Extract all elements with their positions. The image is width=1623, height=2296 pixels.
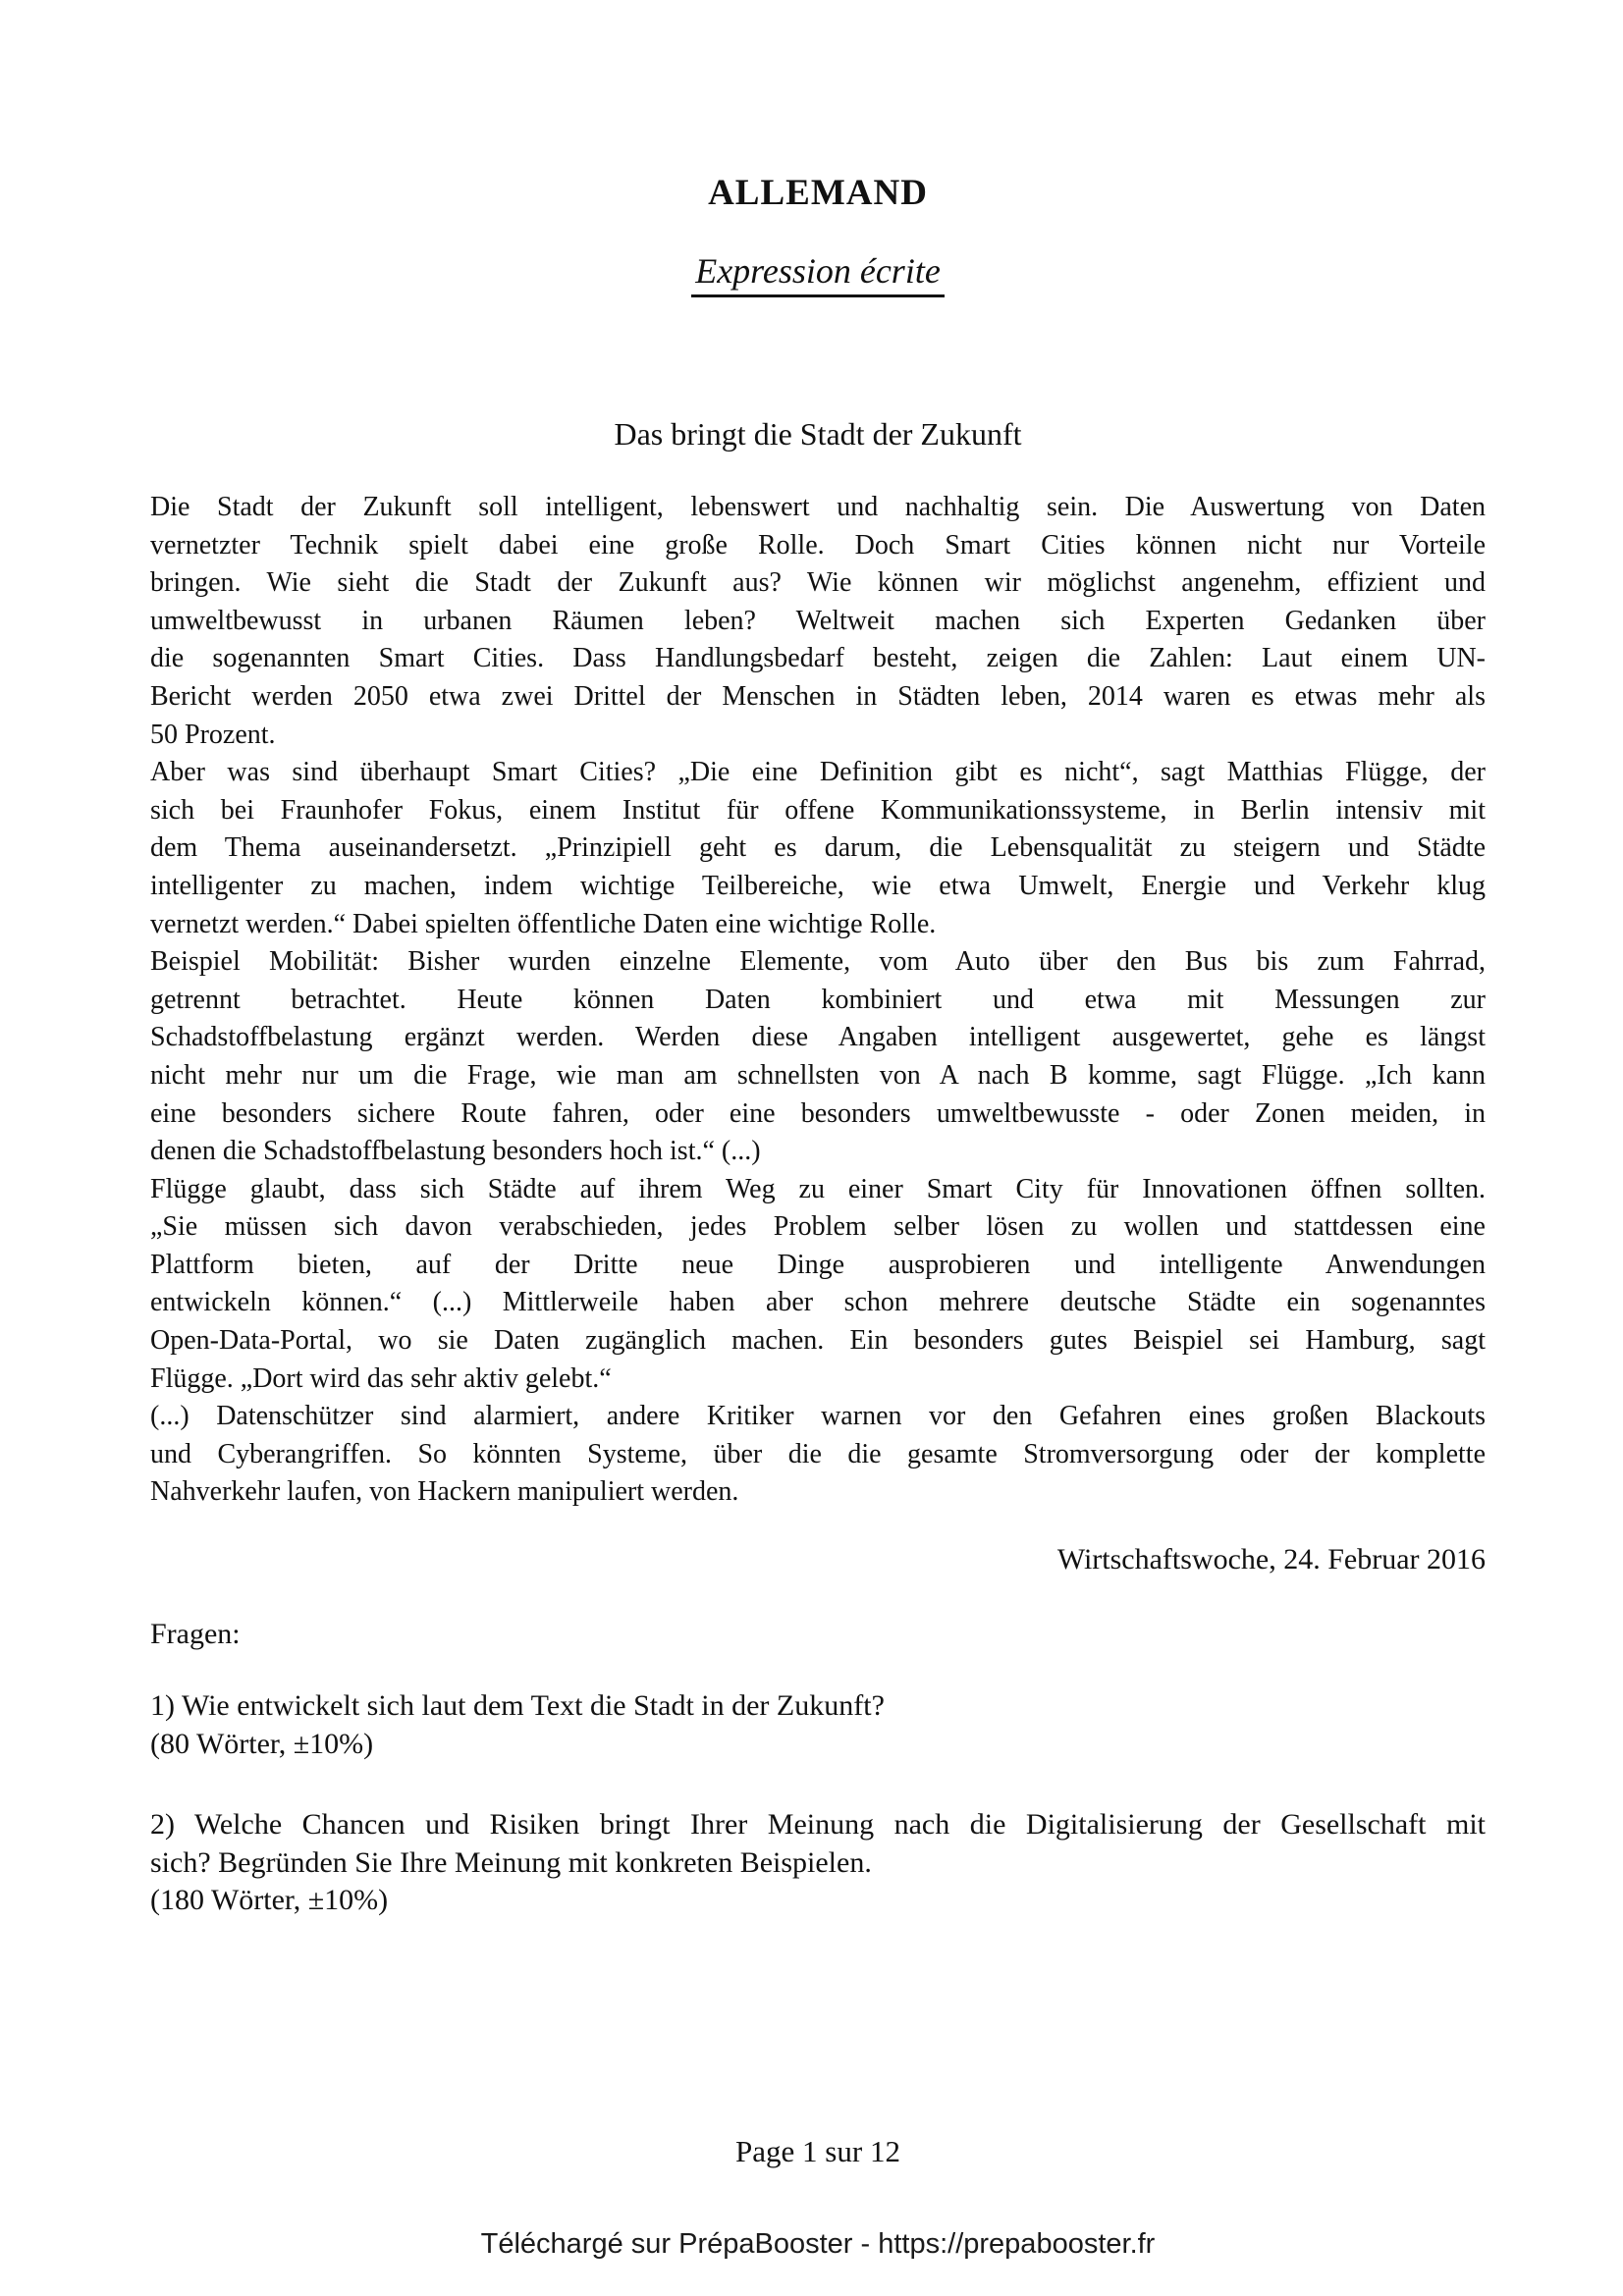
question-2 [150, 1806, 1486, 1920]
page-subtitle [150, 253, 1486, 297]
text-line: und Cyberangriffen. So könnten Systeme, über die die gesamte Stromversorgung oder der komplette [150, 1438, 1486, 1469]
text-line: Beispiel Mobilität: Bisher wurden einzelne Elemente, vom Auto über den Bus bis zum Fahrrad, [150, 946, 1486, 978]
question-1-word-count: (80 Wörter, ±10%) [150, 1727, 374, 1760]
text-line: Die Stadt der Zukunft soll intelligent, lebenswert und nachhaltig sein. Die Auswertung von Daten [150, 492, 1486, 522]
text-line: denen die Schadstoffbelastung besonders hoch ist.“ (...) [150, 1136, 761, 1167]
text-line: Nahverkehr laufen, von Hackern manipuliert werden. [150, 1476, 739, 1508]
download-note: Téléchargé sur PrépaBooster - https://prepabooster.fr [480, 2228, 1156, 2260]
text-line: umweltbewusst in urbanen Räumen leben? Weltweit machen sich Experten Gedanken über [150, 605, 1486, 636]
page-subtitle-text: Expression écrite [691, 253, 945, 297]
text-line: Bericht werden 2050 etwa zwei Drittel der Menschen in Städten leben, 2014 waren es etwas mehr als [150, 680, 1486, 712]
question-2-word-count: (180 Wörter, ±10%) [150, 1884, 389, 1917]
text-line: Open-Data-Portal, wo sie Daten zugänglich machen. Ein besonders gutes Beispiel sei Hamburg, sagt [150, 1325, 1486, 1357]
text-line: nicht mehr nur um die Frage, wie man am schnellsten von A nach B komme, sagt Flügge. „Ich kann [150, 1059, 1486, 1091]
text-line: vernetzter Technik spielt dabei eine große Rolle. Doch Smart Cities können nicht nur Vorteile [150, 529, 1486, 561]
text-line: Flügge. „Dort wird das sehr aktiv gelebt.“ [150, 1362, 612, 1394]
article-heading: Das bringt die Stadt der Zukunft [614, 416, 1022, 452]
text-line: intelligenter zu machen, indem wichtige Teilbereiche, wie etwa Umwelt, Energie und Verkehr klug [150, 870, 1486, 901]
text-line: bringen. Wie sieht die Stadt der Zukunft aus? Wie können wir möglichst angenehm, effizient und [150, 567, 1486, 599]
questions-label: Fragen: [150, 1618, 241, 1650]
question-1 [150, 1687, 1486, 1763]
text-line: getrennt betrachtet. Heute können Daten kombiniert und etwa mit Messungen zur [150, 984, 1486, 1015]
page-number: Page 1 sur 12 [735, 2134, 900, 2168]
question-1-text: 1) Wie entwickelt sich laut dem Text die Stadt in der Zukunft? [150, 1689, 885, 1722]
text-line: eine besonders sichere Route fahren, oder eine besonders umweltbewusste - oder Zonen meiden, in [150, 1097, 1486, 1129]
paragraph-4 [150, 1171, 1486, 1399]
text-line: (...) Datenschützer sind alarmiert, andere Kritiker warnen vor den Gefahren eines großen Blackouts [150, 1401, 1486, 1432]
page-title: ALLEMAND [708, 173, 928, 213]
paragraph-1 [150, 489, 1486, 754]
question-2-text: sich? Begründen Sie Ihre Meinung mit konkreten Beispielen. [150, 1845, 872, 1879]
text-line: die sogenannten Smart Cities. Dass Handlungsbedarf besteht, zeigen die Zahlen: Laut einem UN- [150, 643, 1486, 674]
text-line: vernetzt werden.“ Dabei spielten öffentliche Daten eine wichtige Rolle. [150, 908, 937, 939]
text-line: sich bei Fraunhofer Fokus, einem Institut für offene Kommunikationssysteme, in Berlin intensiv mit [150, 794, 1486, 826]
question-2-text: 2) Welche Chancen und Risiken bringt Ihrer Meinung nach die Digitalisierung der Gesellschaft mit [150, 1808, 1486, 1841]
text-line: Plattform bieten, auf der Dritte neue Dinge ausprobieren und intelligente Anwendungen [150, 1249, 1486, 1280]
text-line: „Sie müssen sich davon verabschieden, jedes Problem selber lösen zu wollen und stattdessen eine [150, 1211, 1486, 1243]
text-line: dem Thema auseinandersetzt. „Prinzipiell geht es darum, die Lebensqualität zu steigern und Städte [150, 832, 1486, 864]
source-attribution: Wirtschaftswoche, 24. Februar 2016 [1056, 1543, 1486, 1575]
paragraph-2 [150, 754, 1486, 943]
text-line: Flügge glaubt, dass sich Städte auf ihrem Weg zu einer Smart City für Innovationen öffnen sollten. [150, 1173, 1486, 1204]
paragraph-3 [150, 943, 1486, 1171]
text-line: entwickeln können.“ (...) Mittlerweile haben aber schon mehrere deutsche Städte ein sogenanntes [150, 1287, 1486, 1318]
text-line: Schadstoffbelastung ergänzt werden. Werden diese Angaben intelligent ausgewertet, gehe es längst [150, 1022, 1486, 1053]
text-line: 50 Prozent. [150, 719, 276, 750]
article-body [150, 489, 1486, 1512]
paragraph-5 [150, 1398, 1486, 1512]
text-line: Aber was sind überhaupt Smart Cities? „Die eine Definition gibt es nicht“, sagt Matthias Flügge, der [150, 757, 1486, 788]
